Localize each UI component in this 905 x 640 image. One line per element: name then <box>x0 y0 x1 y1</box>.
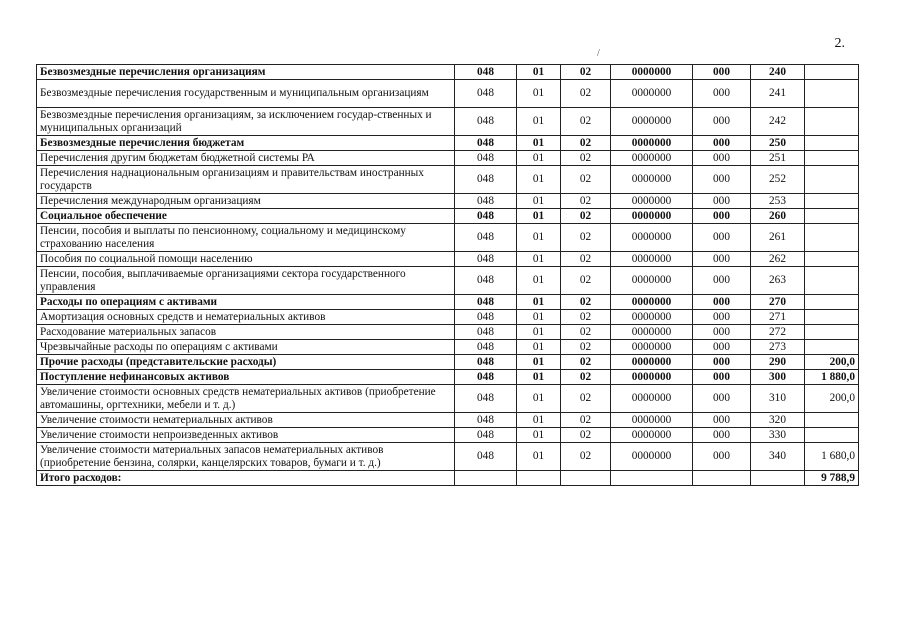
code-cell: 01 <box>517 267 561 295</box>
table-row <box>37 108 859 136</box>
amount-cell: 200,0 <box>805 385 859 413</box>
amount-cell: 9 788,9 <box>805 471 859 486</box>
code-cell: 048 <box>455 80 517 108</box>
code-cell: 0000000 <box>611 151 693 166</box>
code-cell: 02 <box>561 65 611 80</box>
amount-cell <box>805 151 859 166</box>
expense-name: Чрезвычайные расходы по операциям с активами <box>37 340 455 355</box>
expense-name: Увеличение стоимости непроизведенных активов <box>37 428 455 443</box>
table-row <box>37 80 859 108</box>
page-number: 2. <box>834 36 845 51</box>
code-cell: 000 <box>693 209 751 224</box>
amount-cell <box>805 428 859 443</box>
code-cell: 000 <box>693 80 751 108</box>
code-cell: 02 <box>561 136 611 151</box>
table-row <box>37 295 859 310</box>
code-cell: 048 <box>455 194 517 209</box>
code-cell: 0000000 <box>611 428 693 443</box>
code-cell: 260 <box>751 209 805 224</box>
code-cell: 01 <box>517 443 561 471</box>
code-cell: 000 <box>693 443 751 471</box>
expense-name: Перечисления международным организациям <box>37 194 455 209</box>
code-cell: 0000000 <box>611 209 693 224</box>
code-cell: 02 <box>561 340 611 355</box>
code-cell: 048 <box>455 385 517 413</box>
code-cell: 000 <box>693 325 751 340</box>
code-cell: 02 <box>561 428 611 443</box>
expense-name: Прочие расходы (представительские расходы) <box>37 355 455 370</box>
code-cell: 048 <box>455 136 517 151</box>
table-row <box>37 413 859 428</box>
code-cell: 261 <box>751 224 805 252</box>
expense-name: Пособия по социальной помощи населению <box>37 252 455 267</box>
table-row <box>37 252 859 267</box>
code-cell: 02 <box>561 385 611 413</box>
code-cell: 01 <box>517 413 561 428</box>
code-cell: 02 <box>561 108 611 136</box>
code-cell: 000 <box>693 166 751 194</box>
code-cell <box>693 471 751 486</box>
code-cell: 330 <box>751 428 805 443</box>
code-cell: 02 <box>561 252 611 267</box>
code-cell: 253 <box>751 194 805 209</box>
table-body <box>37 65 859 486</box>
code-cell: 0000000 <box>611 385 693 413</box>
expense-name: Пенсии, пособия, выплачиваемые организациями сектора государственного управления <box>37 267 455 295</box>
code-cell: 000 <box>693 370 751 385</box>
code-cell: 340 <box>751 443 805 471</box>
code-cell: 0000000 <box>611 370 693 385</box>
code-cell: 01 <box>517 325 561 340</box>
code-cell: 01 <box>517 136 561 151</box>
code-cell: 000 <box>693 428 751 443</box>
code-cell <box>561 471 611 486</box>
table-row <box>37 65 859 80</box>
code-cell: 000 <box>693 194 751 209</box>
table-row <box>37 151 859 166</box>
table-row <box>37 471 859 486</box>
code-cell: 01 <box>517 340 561 355</box>
code-cell: 048 <box>455 340 517 355</box>
expense-name: Увеличение стоимости нематериальных активов <box>37 413 455 428</box>
code-cell: 048 <box>455 310 517 325</box>
code-cell: 01 <box>517 209 561 224</box>
amount-cell <box>805 340 859 355</box>
code-cell: 048 <box>455 295 517 310</box>
code-cell: 048 <box>455 443 517 471</box>
code-cell: 01 <box>517 355 561 370</box>
amount-cell <box>805 413 859 428</box>
code-cell: 048 <box>455 370 517 385</box>
code-cell: 000 <box>693 65 751 80</box>
code-cell: 000 <box>693 413 751 428</box>
expense-name: Безвозмездные перечисления организациям, за исключением государ-ственных и муниципальных организаций <box>37 108 455 136</box>
amount-cell <box>805 136 859 151</box>
code-cell: 000 <box>693 136 751 151</box>
expense-name: Итого расходов: <box>37 471 455 486</box>
code-cell: 241 <box>751 80 805 108</box>
table-row <box>37 443 859 471</box>
code-cell: 01 <box>517 385 561 413</box>
code-cell: 0000000 <box>611 166 693 194</box>
amount-cell <box>805 194 859 209</box>
code-cell: 01 <box>517 80 561 108</box>
code-cell: 01 <box>517 224 561 252</box>
expense-name: Увеличение стоимости материальных запасов нематериальных активов (приобретение бензина, солярки, канцелярских товаров, бумаги и т. д.) <box>37 443 455 471</box>
code-cell: 0000000 <box>611 267 693 295</box>
amount-cell <box>805 108 859 136</box>
code-cell: 0000000 <box>611 194 693 209</box>
code-cell: 02 <box>561 80 611 108</box>
amount-cell <box>805 252 859 267</box>
code-cell: 0000000 <box>611 65 693 80</box>
code-cell: 320 <box>751 413 805 428</box>
amount-cell <box>805 65 859 80</box>
code-cell: 271 <box>751 310 805 325</box>
code-cell <box>751 471 805 486</box>
table-row <box>37 325 859 340</box>
code-cell: 02 <box>561 310 611 325</box>
code-cell <box>455 471 517 486</box>
code-cell: 263 <box>751 267 805 295</box>
code-cell: 0000000 <box>611 136 693 151</box>
table-row <box>37 136 859 151</box>
code-cell: 251 <box>751 151 805 166</box>
code-cell: 000 <box>693 310 751 325</box>
code-cell: 01 <box>517 166 561 194</box>
expense-name: Поступление нефинансовых активов <box>37 370 455 385</box>
code-cell: 02 <box>561 325 611 340</box>
code-cell: 048 <box>455 209 517 224</box>
code-cell: 048 <box>455 108 517 136</box>
code-cell: 240 <box>751 65 805 80</box>
amount-cell <box>805 166 859 194</box>
expense-name: Безвозмездные перечисления бюджетам <box>37 136 455 151</box>
code-cell: 02 <box>561 295 611 310</box>
expense-name: Пенсии, пособия и выплаты по пенсионному, социальному и медицинскому страхованию населения <box>37 224 455 252</box>
code-cell: 01 <box>517 194 561 209</box>
code-cell: 048 <box>455 325 517 340</box>
code-cell: 01 <box>517 65 561 80</box>
pen-mark: / <box>597 48 600 59</box>
code-cell: 252 <box>751 166 805 194</box>
table-row <box>37 224 859 252</box>
code-cell: 272 <box>751 325 805 340</box>
amount-cell <box>805 80 859 108</box>
code-cell: 048 <box>455 355 517 370</box>
code-cell: 273 <box>751 340 805 355</box>
code-cell: 242 <box>751 108 805 136</box>
expense-name: Увеличение стоимости основных средств нематериальных активов (приобретение автомашины, оргтехники, мебели и т. д.) <box>37 385 455 413</box>
code-cell: 270 <box>751 295 805 310</box>
code-cell: 0000000 <box>611 325 693 340</box>
code-cell: 0000000 <box>611 413 693 428</box>
code-cell: 000 <box>693 108 751 136</box>
code-cell: 01 <box>517 428 561 443</box>
code-cell: 000 <box>693 267 751 295</box>
expense-name: Амортизация основных средств и нематериальных активов <box>37 310 455 325</box>
table-row <box>37 370 859 385</box>
code-cell: 000 <box>693 252 751 267</box>
code-cell: 01 <box>517 252 561 267</box>
amount-cell <box>805 209 859 224</box>
code-cell: 262 <box>751 252 805 267</box>
expense-name: Безвозмездные перечисления государственным и муниципальным организациям <box>37 80 455 108</box>
amount-cell: 200,0 <box>805 355 859 370</box>
code-cell: 000 <box>693 355 751 370</box>
table-row <box>37 428 859 443</box>
code-cell: 048 <box>455 166 517 194</box>
code-cell: 048 <box>455 65 517 80</box>
code-cell: 0000000 <box>611 295 693 310</box>
code-cell: 048 <box>455 413 517 428</box>
table-row <box>37 340 859 355</box>
expense-name: Социальное обеспечение <box>37 209 455 224</box>
code-cell: 0000000 <box>611 310 693 325</box>
table-row <box>37 355 859 370</box>
code-cell: 0000000 <box>611 355 693 370</box>
budget-expense-table <box>36 64 859 486</box>
code-cell: 000 <box>693 385 751 413</box>
expense-name: Расходование материальных запасов <box>37 325 455 340</box>
code-cell: 0000000 <box>611 80 693 108</box>
code-cell: 048 <box>455 151 517 166</box>
amount-cell <box>805 310 859 325</box>
amount-cell: 1 880,0 <box>805 370 859 385</box>
code-cell: 0000000 <box>611 252 693 267</box>
code-cell: 000 <box>693 151 751 166</box>
code-cell: 0000000 <box>611 443 693 471</box>
code-cell: 02 <box>561 224 611 252</box>
code-cell: 000 <box>693 224 751 252</box>
code-cell: 01 <box>517 370 561 385</box>
code-cell: 02 <box>561 413 611 428</box>
code-cell <box>517 471 561 486</box>
expense-name: Расходы по операциям с активами <box>37 295 455 310</box>
expense-name: Перечисления наднациональным организациям и правительствам иностранных государств <box>37 166 455 194</box>
code-cell: 290 <box>751 355 805 370</box>
code-cell: 300 <box>751 370 805 385</box>
code-cell: 02 <box>561 370 611 385</box>
table-row <box>37 194 859 209</box>
code-cell: 048 <box>455 267 517 295</box>
code-cell: 02 <box>561 151 611 166</box>
table-row <box>37 267 859 295</box>
code-cell: 01 <box>517 310 561 325</box>
table-row <box>37 166 859 194</box>
code-cell: 000 <box>693 295 751 310</box>
code-cell: 250 <box>751 136 805 151</box>
code-cell: 02 <box>561 267 611 295</box>
code-cell: 01 <box>517 295 561 310</box>
code-cell: 0000000 <box>611 340 693 355</box>
code-cell: 02 <box>561 355 611 370</box>
expense-name: Безвозмездные перечисления организациям <box>37 65 455 80</box>
code-cell: 02 <box>561 443 611 471</box>
code-cell: 048 <box>455 428 517 443</box>
code-cell: 01 <box>517 151 561 166</box>
code-cell: 02 <box>561 209 611 224</box>
code-cell: 048 <box>455 224 517 252</box>
code-cell: 048 <box>455 252 517 267</box>
code-cell: 0000000 <box>611 224 693 252</box>
code-cell <box>611 471 693 486</box>
table-row <box>37 209 859 224</box>
code-cell: 02 <box>561 166 611 194</box>
code-cell: 0000000 <box>611 108 693 136</box>
amount-cell: 1 680,0 <box>805 443 859 471</box>
code-cell: 02 <box>561 194 611 209</box>
code-cell: 310 <box>751 385 805 413</box>
code-cell: 000 <box>693 340 751 355</box>
amount-cell <box>805 325 859 340</box>
amount-cell <box>805 224 859 252</box>
amount-cell <box>805 267 859 295</box>
code-cell: 01 <box>517 108 561 136</box>
expense-name: Перечисления другим бюджетам бюджетной системы РА <box>37 151 455 166</box>
table-row <box>37 310 859 325</box>
table-row <box>37 385 859 413</box>
amount-cell <box>805 295 859 310</box>
